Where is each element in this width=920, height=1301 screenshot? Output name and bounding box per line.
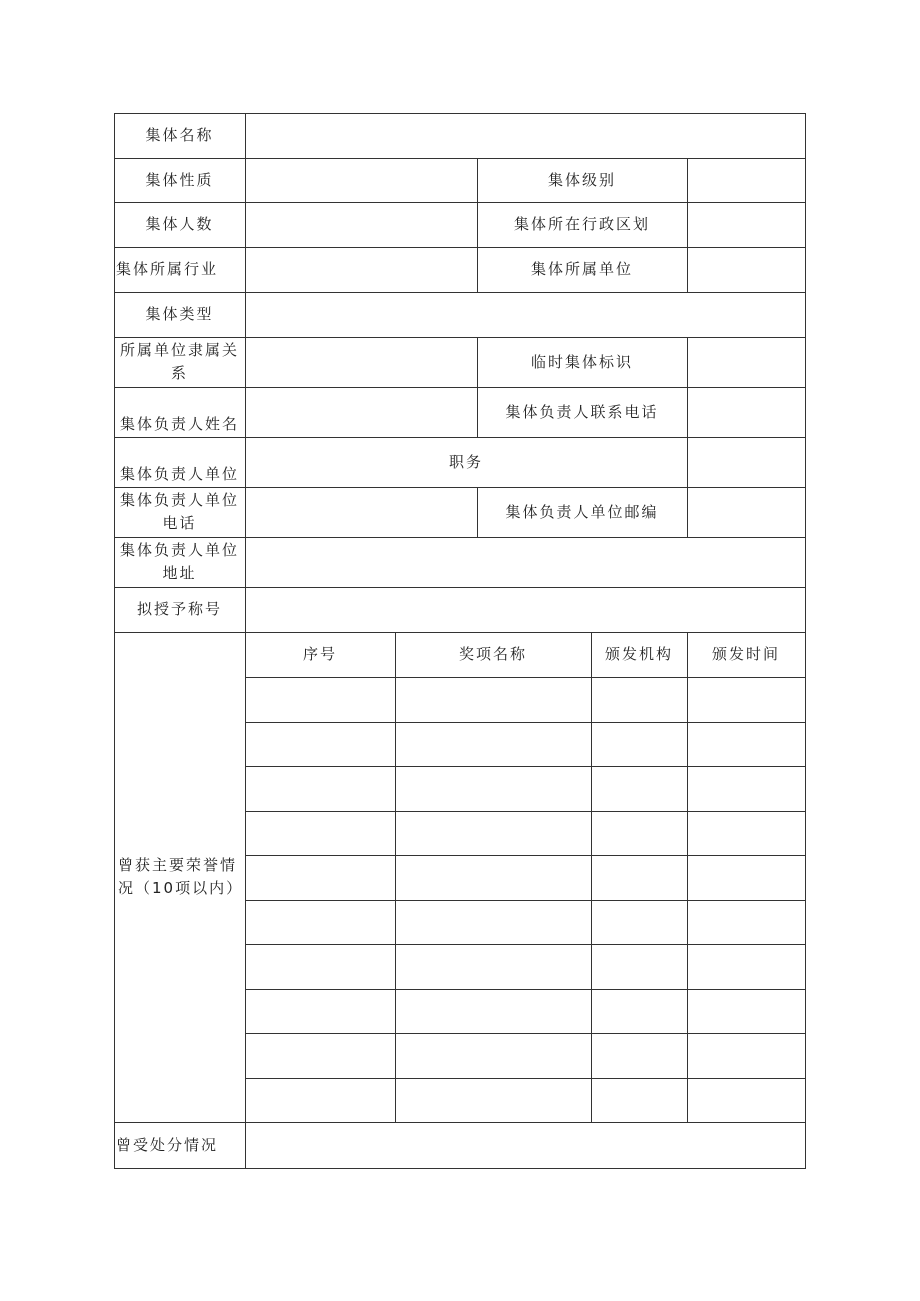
parent-unit-label: 集体所属单位	[477, 247, 688, 293]
honors-cell-issuer[interactable]	[591, 677, 688, 723]
honors-cell-index[interactable]	[245, 989, 396, 1035]
honors-cell-issuer[interactable]	[591, 811, 688, 857]
honors-cell-date[interactable]	[687, 811, 806, 857]
collective-level-field[interactable]	[687, 158, 806, 203]
leader-unit-postcode-label: 集体负责人单位邮编	[477, 487, 688, 538]
temporary-flag-label: 临时集体标识	[477, 337, 688, 388]
honors-cell-issuer[interactable]	[591, 1078, 688, 1124]
honors-cell-index[interactable]	[245, 1033, 396, 1079]
honors-cell-index[interactable]	[245, 944, 396, 990]
industry-label: 集体所属行业	[114, 247, 246, 293]
affiliation-label: 所属单位隶属关系	[114, 337, 246, 388]
honors-cell-date[interactable]	[687, 766, 806, 812]
industry-field[interactable]	[245, 247, 478, 293]
honors-cell-date[interactable]	[687, 1078, 806, 1124]
honors-cell-index[interactable]	[245, 855, 396, 901]
honors-header-date: 颁发时间	[687, 632, 806, 678]
punishment-label: 曾受处分情况	[114, 1122, 246, 1169]
honors-cell-issuer[interactable]	[591, 1033, 688, 1079]
honors-cell-index[interactable]	[245, 1078, 396, 1124]
headcount-label: 集体人数	[114, 202, 246, 248]
collective-type-label: 集体类型	[114, 292, 246, 338]
honors-cell-award-name[interactable]	[395, 855, 592, 901]
honors-cell-award-name[interactable]	[395, 1078, 592, 1124]
honors-cell-award-name[interactable]	[395, 900, 592, 946]
leader-unit-address-label: 集体负责人单位地址	[114, 537, 246, 588]
honors-cell-issuer[interactable]	[591, 766, 688, 812]
honors-cell-index[interactable]	[245, 722, 396, 768]
collective-name-label: 集体名称	[114, 113, 246, 159]
honors-cell-issuer[interactable]	[591, 722, 688, 768]
honors-label: 曾获主要荣誉情况（10项以内）	[114, 632, 246, 1123]
honors-cell-index[interactable]	[245, 766, 396, 812]
parent-unit-field[interactable]	[687, 247, 806, 293]
honors-cell-award-name[interactable]	[395, 944, 592, 990]
leader-phone-field[interactable]	[687, 387, 806, 438]
honors-cell-issuer[interactable]	[591, 900, 688, 946]
honors-cell-award-name[interactable]	[395, 1033, 592, 1079]
honors-cell-date[interactable]	[687, 1033, 806, 1079]
honors-cell-issuer[interactable]	[591, 944, 688, 990]
leader-unit-address-field[interactable]	[245, 537, 806, 588]
collective-name-field[interactable]	[245, 113, 806, 159]
punishment-field[interactable]	[245, 1122, 806, 1169]
leader-phone-label: 集体负责人联系电话	[477, 387, 688, 438]
honors-cell-date[interactable]	[687, 989, 806, 1035]
honors-cell-date[interactable]	[687, 677, 806, 723]
leader-unit-label: 集体负责人单位	[114, 437, 246, 488]
honors-cell-issuer[interactable]	[591, 855, 688, 901]
honors-cell-index[interactable]	[245, 811, 396, 857]
honors-cell-index[interactable]	[245, 677, 396, 723]
collective-level-label: 集体级别	[477, 158, 688, 203]
collective-type-field[interactable]	[245, 292, 806, 338]
leader-unit-postcode-field[interactable]	[687, 487, 806, 538]
admin-region-field[interactable]	[687, 202, 806, 248]
leader-name-field[interactable]	[245, 387, 478, 438]
temporary-flag-field[interactable]	[687, 337, 806, 388]
honors-cell-award-name[interactable]	[395, 722, 592, 768]
position-label: 职务	[245, 437, 688, 488]
leader-unit-phone-label: 集体负责人单位电话	[114, 487, 246, 538]
honors-cell-award-name[interactable]	[395, 989, 592, 1035]
honors-header-index: 序号	[245, 632, 396, 678]
honors-cell-index[interactable]	[245, 900, 396, 946]
collective-nature-label: 集体性质	[114, 158, 246, 203]
position-field[interactable]	[687, 437, 806, 488]
honors-cell-date[interactable]	[687, 722, 806, 768]
honors-cell-award-name[interactable]	[395, 677, 592, 723]
honors-header-award-name: 奖项名称	[395, 632, 592, 678]
honors-cell-award-name[interactable]	[395, 766, 592, 812]
affiliation-field[interactable]	[245, 337, 478, 388]
headcount-field[interactable]	[245, 202, 478, 248]
honors-cell-award-name[interactable]	[395, 811, 592, 857]
leader-unit-phone-field[interactable]	[245, 487, 478, 538]
honors-cell-date[interactable]	[687, 900, 806, 946]
leader-name-label: 集体负责人姓名	[114, 387, 246, 438]
honors-cell-date[interactable]	[687, 855, 806, 901]
proposed-title-label: 拟授予称号	[114, 587, 246, 633]
collective-nature-field[interactable]	[245, 158, 478, 203]
honors-cell-date[interactable]	[687, 944, 806, 990]
proposed-title-field[interactable]	[245, 587, 806, 633]
admin-region-label: 集体所在行政区划	[477, 202, 688, 248]
honors-cell-issuer[interactable]	[591, 989, 688, 1035]
honors-header-issuer: 颁发机构	[591, 632, 688, 678]
